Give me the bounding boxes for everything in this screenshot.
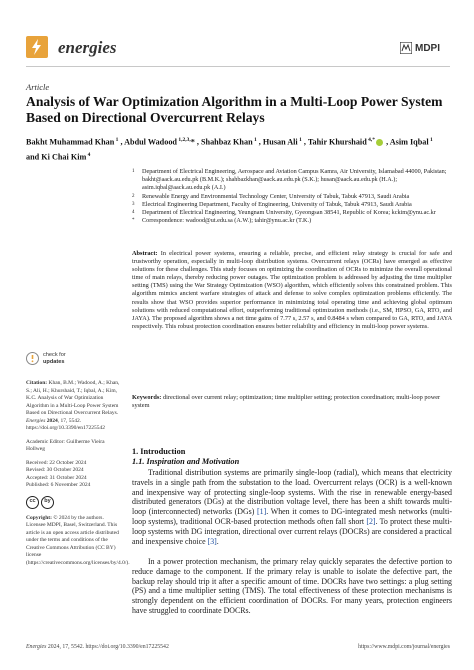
author-separator: , (301, 137, 308, 147)
footer-journal-link[interactable]: https://www.mdpi.com/journal/energies (358, 644, 450, 650)
author-separator: , (256, 137, 263, 147)
author-separator: , (118, 137, 125, 147)
author-name[interactable]: Tahir Khurshaid (307, 137, 367, 147)
citation-link[interactable]: [1] (257, 507, 267, 517)
cc-icon: cc (26, 496, 39, 509)
author-name[interactable]: Shahbaz Khan (200, 137, 253, 147)
citation-link[interactable]: [3] (207, 536, 217, 546)
affiliations (132, 168, 452, 225)
affiliation-text: Department of Electrical Engineering, Aerospace and Aviation Campus Kamra, Air University, Islamabad 44000, Pakistan; bakht@aack.au.edu.pk (B.M.K.); shahbazkhan@aack.au.edu.pk (S.K.); husan@aack.au.edu.pk (H.A.); asim.iqbal@aack.au.edu.pk (A.I.) (142, 168, 447, 192)
mdpi-label: MDPI (415, 42, 440, 54)
keywords-label: Keywords: (132, 394, 162, 401)
footer-citation: Energies 2024, 17, 5542. https://doi.org/10.3390/en17225542 (26, 644, 169, 650)
affiliation-text: Correspondence: wadood@ut.edu.sa (A.W.); tahir@ynu.ac.kr (T.K.) (142, 217, 312, 225)
check-updates-icon (26, 352, 39, 365)
academic-editor: Academic Editor: Guilherme Vieira Hollweg (26, 438, 105, 452)
affiliation-item (132, 217, 452, 225)
article-title: Analysis of War Optimization Algorithm in a Multi-Loop Power System Based on Directional Overcurrent Relays (26, 94, 443, 125)
keywords (132, 394, 452, 410)
mdpi-emblem-icon (400, 42, 412, 54)
author-list (26, 134, 456, 163)
cc-license-badge[interactable] (26, 496, 122, 509)
publication-dates: Received: 22 October 2024 Revised: 30 October 2024 Accepted: 31 October 2024 Published: 6 November 2024 (26, 459, 91, 488)
author-affiliation-marker: 1 (428, 137, 433, 143)
section-heading: 1. Introduction (132, 447, 186, 456)
affiliation-number: 2 (132, 193, 135, 199)
author-affiliation-marker: 1 (297, 137, 302, 143)
affiliation-item (132, 201, 452, 209)
copyright: Copyright: © 2024 by the authors. Licensee MDPI, Basel, Switzerland. This article is an open access article distributed under the terms and conditions of the Creative Commons Attribution (CC BY) license (https://creativecommons.org/licenses/by/4.0/). (26, 514, 130, 566)
keywords-text: directional over current relay; optimization; time multiplier setting; protection coordination; multi-loop power system (132, 394, 441, 410)
author-affiliation-marker: 1,2,3, (176, 137, 191, 143)
author-affiliation-marker: 4,* (366, 137, 376, 143)
abstract-label: Abstract: (132, 250, 158, 257)
author-name[interactable]: and Ki Chai Kim (26, 152, 87, 162)
author-separator: * , (190, 137, 201, 147)
author-name[interactable]: Asim Iqbal (389, 137, 429, 147)
intro-paragraph-2: In a power protection mechanism, the primary relay quickly separates the defective portion to reduce damage to the component. If the primary relay is unable to isolate the defective part, the backup relay should trip it after a specific amount of time. DOCRs have two settings: a plug setting (PS) and a time multiplier setting (TMS). The total effectiveness of these protection mechanisms is strongly dependent on the efficient coordination of DOCRs. For many years, protection engineers have struggled to coordinate DOCRs. (132, 557, 452, 615)
subsection-heading: 1.1. Inspiration and Motivation (132, 457, 240, 466)
affiliation-number: 3 (132, 201, 135, 207)
page-footer (26, 644, 450, 650)
author-name[interactable]: Abdul Wadood (124, 137, 177, 147)
article-type: Article (26, 82, 50, 92)
author-affiliation-marker: 4 (86, 151, 91, 158)
mdpi-logo (400, 42, 440, 54)
journal-name: energies (58, 38, 117, 57)
intro-paragraph-1: Traditional distribution systems are primarily single-loop (radial), which means that electricity travels in a single path from the substation to the load. Overcurrent relays (OCR) is a well-known and inexpensive way of protecting single-loop systems. With the rise in renewable energy-based distributed generators (DGs) at the distribution voltage level, there has been a shift towards multi-loop (interconnected) networks (DGs) [1]. When it comes to DG-integrated mesh networks (multi-loop systems), traditional OCR-based protection methods often fall short [2]. To protect these multi-loop systems with DG integration, directional over current relays (DOCRs) are considered a practical and inexpensive choice [3]. (132, 468, 453, 546)
affiliation-item (132, 193, 452, 201)
affiliation-number: 1 (132, 169, 135, 174)
affiliation-item (132, 209, 452, 217)
article-sidebar (26, 380, 130, 573)
affiliation-number: * (132, 218, 135, 224)
affiliation-text: Electrical Engineering Department, Faculty of Engineering, University of Tabuk, Tabuk 47913, Saudi Arabia (142, 200, 412, 208)
affiliation-item (132, 168, 452, 193)
citation: Citation: Khan, B.M.; Wadood, A.; Khan, S.; Ali, H.; Khurshaid, T.; Iqbal, A.; Kim, K.C. Analysis of War Optimization Algorithm in a Multi-Loop Power System Based on Directional Overcurrent Relays. Energies 2024, 17, 5542. https://doi.org/10.3390/en17225542 (26, 380, 120, 431)
abstract (132, 250, 452, 331)
check-updates-label: check for updates (43, 352, 66, 365)
affiliation-number: 4 (132, 210, 135, 216)
author-name[interactable]: Bakht Muhammad Khan (26, 137, 115, 147)
doi-link[interactable]: , 17, 5542. https://doi.org/10.3390/en17225542 (26, 417, 106, 431)
orcid-icon[interactable] (376, 139, 383, 146)
energies-logo-icon (26, 36, 48, 58)
by-icon: by (41, 496, 54, 509)
check-for-updates-button[interactable] (26, 352, 66, 365)
affiliation-text: Renewable Energy and Environmental Technology Center, University of Tabuk, Tabuk 47913, Saudi Arabia (142, 192, 410, 200)
abstract-text: In electrical power systems, ensuring a reliable, precise, and efficient relay strategy is crucial for safe and trustworthy operation, especially in multi-loop distribution systems. Overcurrent relays (OCRs) have emerged as effective solutions for these challenges. This study focuses on optimizing the coordination of OCRs to minimize the overall operational time of main relays, thereby reducing power outages. The optimization problem is addressed by adjusting the time multiplier setting (TMS) using the War Strategy Optimization (WSO) algorithm, which efficiently solves this constrained problem. This algorithm mimics ancient warfare strategies of attack and defense to solve complex optimization problems efficiently. The results show that WSO provides superior performance in minimizing total operating time and achieving global optimum solutions with reduced computational effort, outperforming traditional optimization methods (i.e., SM, HPSO, GA, RTO, and JAYA). The proposed algorithm shows a net time gains of 7.77 s, 2.57 s, and 0.8484 s when compared to GA, RTO, and JAYA respectively. This robust protection coordination ensures better reliability and efficiency in multi-loop power systems. (132, 250, 452, 330)
header-divider (26, 66, 450, 67)
citation-link[interactable]: [2] (366, 516, 376, 526)
author-affiliation-marker: 1 (114, 137, 119, 143)
author-separator: , (384, 137, 390, 147)
journal-header (0, 0, 474, 74)
author-affiliation-marker: 1 (252, 137, 257, 143)
author-name[interactable]: Husan Ali (262, 137, 298, 147)
affiliation-text: Department of Electrical Engineering, Yeungnam University, Gyeongsan 38541, Republic of Korea; kckim@ynu.ac.kr (142, 209, 436, 217)
